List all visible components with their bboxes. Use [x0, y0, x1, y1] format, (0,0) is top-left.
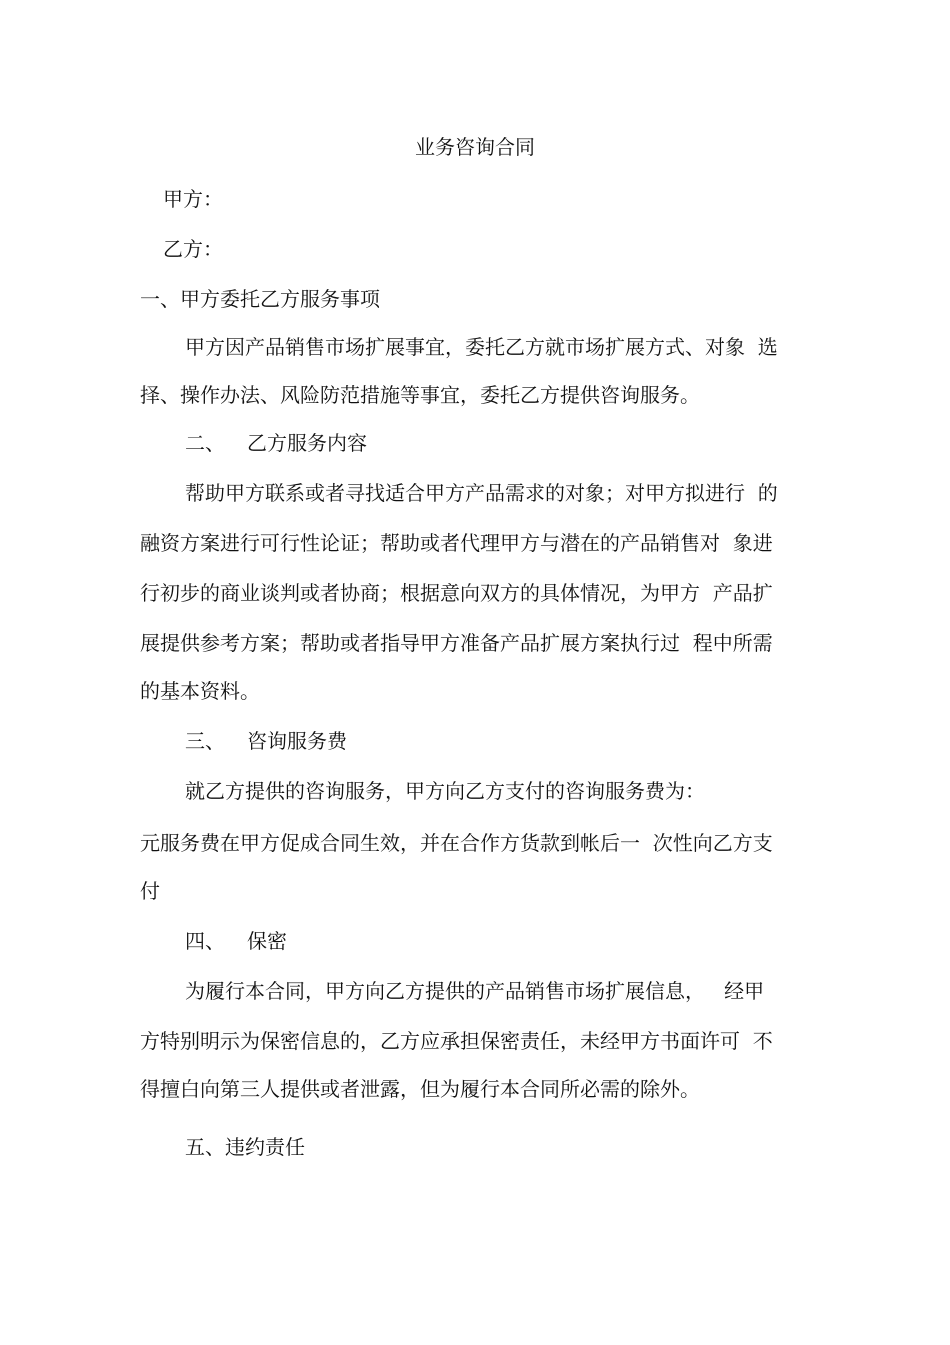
party-a-label: 甲方：: [163, 187, 223, 211]
section-5-heading: 五、违约责任: [185, 1135, 305, 1159]
section-2-number: 二、: [185, 431, 225, 455]
section-3-heading: [185, 727, 347, 755]
section-2-line: 展提供参考方案；帮助或者指导甲方准备产品扩展方案执行过 程中所需: [140, 631, 773, 655]
document-title: 业务咨询合同: [415, 135, 535, 159]
section-2-heading: [185, 429, 367, 457]
section-1-heading: 一、甲方委托乙方服务事项: [140, 287, 380, 311]
section-3-title: 咨询服务费: [247, 729, 347, 753]
section-1-line: 择、操作办法、风险防范措施等事宜，委托乙方提供咨询服务。: [140, 383, 700, 407]
party-b-label: 乙方：: [163, 237, 223, 261]
section-4-title: 保密: [247, 929, 287, 953]
section-4-heading: [185, 927, 287, 955]
section-2-line: 行初步的商业谈判或者协商；根据意向双方的具体情况，为甲方 产品扩: [140, 581, 773, 605]
section-3-line: 就乙方提供的咨询服务，甲方向乙方支付的咨询服务费为：: [185, 779, 705, 803]
section-2-line: 帮助甲方联系或者寻找适合甲方产品需求的对象；对甲方拟进行 的: [185, 481, 778, 505]
section-1-line: 甲方因产品销售市场扩展事宜，委托乙方就市场扩展方式、对象 选: [185, 335, 778, 359]
section-3-line: 元服务费在甲方促成合同生效，并在合作方货款到帐后一 次性向乙方支: [140, 831, 773, 855]
section-3-number: 三、: [185, 729, 225, 753]
section-4-line: 方特别明示为保密信息的，乙方应承担保密责任，未经甲方书面许可 不: [140, 1029, 773, 1053]
section-2-line: 的基本资料。: [140, 679, 260, 703]
section-4-number: 四、: [185, 929, 225, 953]
section-4-line: 为履行本合同，甲方向乙方提供的产品销售市场扩展信息， 经甲: [185, 979, 765, 1003]
section-2-line: 融资方案进行可行性论证；帮助或者代理甲方与潜在的产品销售对 象进: [140, 531, 773, 555]
section-3-line: 付: [140, 879, 160, 903]
section-4-line: 得擅白向第三人提供或者泄露，但为履行本合同所必需的除外。: [140, 1077, 700, 1101]
section-2-title: 乙方服务内容: [247, 431, 367, 455]
